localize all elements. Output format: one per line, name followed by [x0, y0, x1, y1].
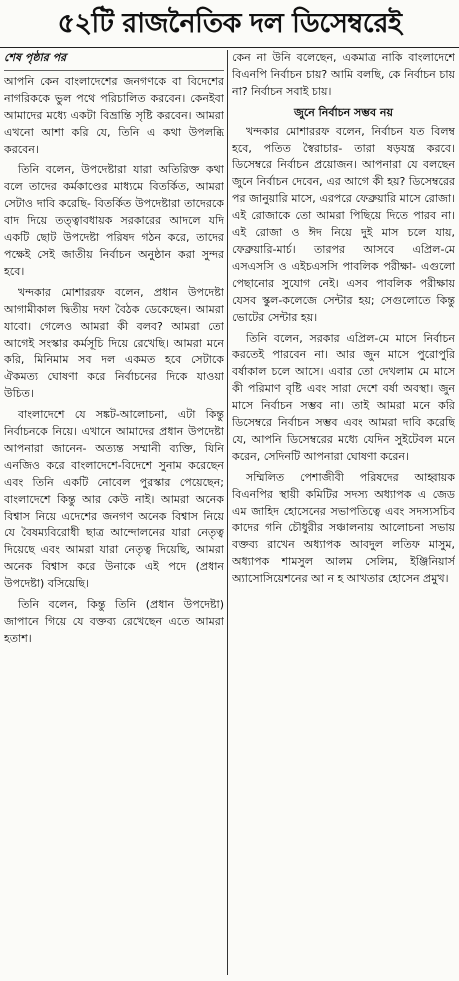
paragraph: খন্দকার মোশাররফ বলেন, প্রধান উপদেষ্টা আগামীকাল দ্বিতীয় দফা বৈঠক ডেকেছেন। আমরা যাবো। গেলেও আমরা কী বলব? আমরা তো আগেই সংস্কার কর্মসূচি দিয়ে রেখেছি। আমরা মনে করি, মিনিমাম সব দল একমত হবে সেটাকে ঐকমত্য ঘোষণা করে নির্বাচনের দিকে যাওয়া উচিত।: [4, 285, 224, 401]
continued-from-label: শেষ পৃষ্ঠার পর: [4, 51, 67, 64]
paragraph: কেন না উনি বলেছেন, একমাত্র নাকি বাংলাদেশে বিএনপি নির্বাচন চায়? আমি বলছি, কে নির্বাচন চায় না? নির্বাচন সবাই চায়।: [232, 51, 455, 98]
column-divider: [227, 50, 228, 975]
headline-rule: [0, 47, 459, 48]
paragraph: তিনি বলেন, উপদেষ্টারা যারা অতিরিক্ত কথা বলে তাদের কর্মকাণ্ডের মাধ্যমে বিতর্কিত, আমরা সেটাও দাবি করেছি- বিতর্কিত উপদেষ্টারা তাদেরকে বাদ দিয়ে তত্ত্বাবধায়ক সরকারের আদলে যদি একটি ছোট উপদেষ্টা পরিষদ গঠন করে, তাদের পক্ষেই সেই জাতীয় নির্বাচন অনুষ্ঠান করা সুন্দর হবে।: [4, 163, 224, 278]
right-column: [232, 50, 455, 977]
paragraph: তিনি বলেন, কিন্তু তিনি (প্রধান উপদেষ্টা) জাপানে গিয়ে যে বক্তব্য রেখেছেন এতে আমরা হতাশ।: [4, 598, 224, 645]
left-column: [4, 50, 224, 977]
paragraph: বাংলাদেশে যে সঙ্কট-আলোচনা, এটা কিন্তু নির্বাচনকে নিয়ে। এখানে আমাদের প্রধান উপদেষ্টা আপনারা জানেন- অত্যন্ত সম্মানী ব্যক্তি, যিনি এনজিও করে বাংলাদেশে-বিদেশে সুনাম করেছেন এবং তিনি একটি নোবেল পুরস্কার পেয়েছেন; বাংলাদেশে কিন্তু আর কেউ নাই। আমরা অনেক বিশ্বাস নিয়ে এদেশের জনগণ অনেক বিশ্বাস নিয়ে যে বৈষম্যবিরোধী ছাত্র আন্দোলনের যারা নেতৃত্ব দিয়েছে এবং আমরা যারা নেতৃত্ব দিয়েছি, আমরা অনেক বিশ্বাস করে উনাকে এই পদে (প্রধান উপদেষ্টা) বসিয়েছি।: [4, 408, 224, 591]
headline: ৫২টি রাজনৈতিক দল ডিসেম্বরেই: [57, 8, 402, 39]
paragraph: খন্দকার মোশাররফ বলেন, নির্বাচন যত বিলম্ব হবে, পতিত স্বৈরাচার- তারা ষড়যন্ত্র করবে। ডিসেম্বরে নির্বাচন প্রয়োজন। আপনারা যে বলছেন জুনে নির্বাচন দেবেন, এর আগে কী হয়? ডিসেম্বরের পর জানুয়ারি মাসে, এরপরে ফেব্রুয়ারি মাসে রোজা। এই রোজাকে তো আমরা পিছিয়ে দিতে পারব না। এই রোজা ও ঈদ নিয়ে দুই মাস চলে যায়, ফেব্রুয়ারি-মার্চ। তারপর আসবে এপ্রিল-মে এসএসসি ও এইচএসসি পাবলিক পরীক্ষা- এগুলো পেছানোর সুযোগ নেই। এসব পাবলিক পরীক্ষায় যেসব স্কুল-কলেজে সেন্টার হয়; সেগুলোতে কিন্তু ভোটের সেন্টার হয়।: [232, 124, 455, 324]
continued-rule: [4, 70, 224, 71]
paragraph: আপনি কেন বাংলাদেশের জনগণকে বা বিদেশের নাগরিককে ভুল পথে পরিচালিত করবেন। কেনইবা আমাদের মধ্যে একটা বিভ্রান্তি সৃষ্টি করবেন। আমরা এখনো আশা করি যে, তিনি এ কথা উপলব্ধি করবেন।: [4, 74, 224, 156]
subheading: জুনে নির্বাচন সম্ভব নয়: [294, 105, 393, 119]
paragraph: সম্মিলিত পেশাজীবী পরিষদের আহ্বায়ক বিএনপির স্থায়ী কমিটির সদস্য অধ্যাপক এ জেড এম জাহিদ হোসেনের সভাপতিত্বে এবং সদস্যসচিব কাদের গনি চৌধুরীর সঞ্চালনায় আলোচনা সভায় বক্তব্য রাখেন অধ্যাপক আবদুল লতিফ মাসুম, অধ্যাপক শামসুল আলম সেলিম, ইঞ্জিনিয়ার্স অ্যাসোসিয়েশনের আ ন হ আখতার হোসেন প্রমুখ।: [232, 470, 455, 586]
paragraph: তিনি বলেন, সরকার এপ্রিল-মে মাসে নির্বাচন করতেই পারবেন না। আর জুন মাসে পুরোপুরি বর্ষাকাল চলে আসে। এবার তো দেখলাম মে মাসে কী পরিমাণ বৃষ্টি এবং সারা দেশে বর্ষা অবস্থা। জুন মাসে নির্বাচন সম্ভব না। তাই আমরা মনে করি ডিসেম্বরে নির্বাচন সম্ভব এবং আমরা দাবি করেছি যে, আপনি ডিসেম্বরের মধ্যে যেদিন সুইটেবল মনে করেন, সেদিনটি আপনারা ঘোষণা করেন।: [232, 331, 455, 463]
